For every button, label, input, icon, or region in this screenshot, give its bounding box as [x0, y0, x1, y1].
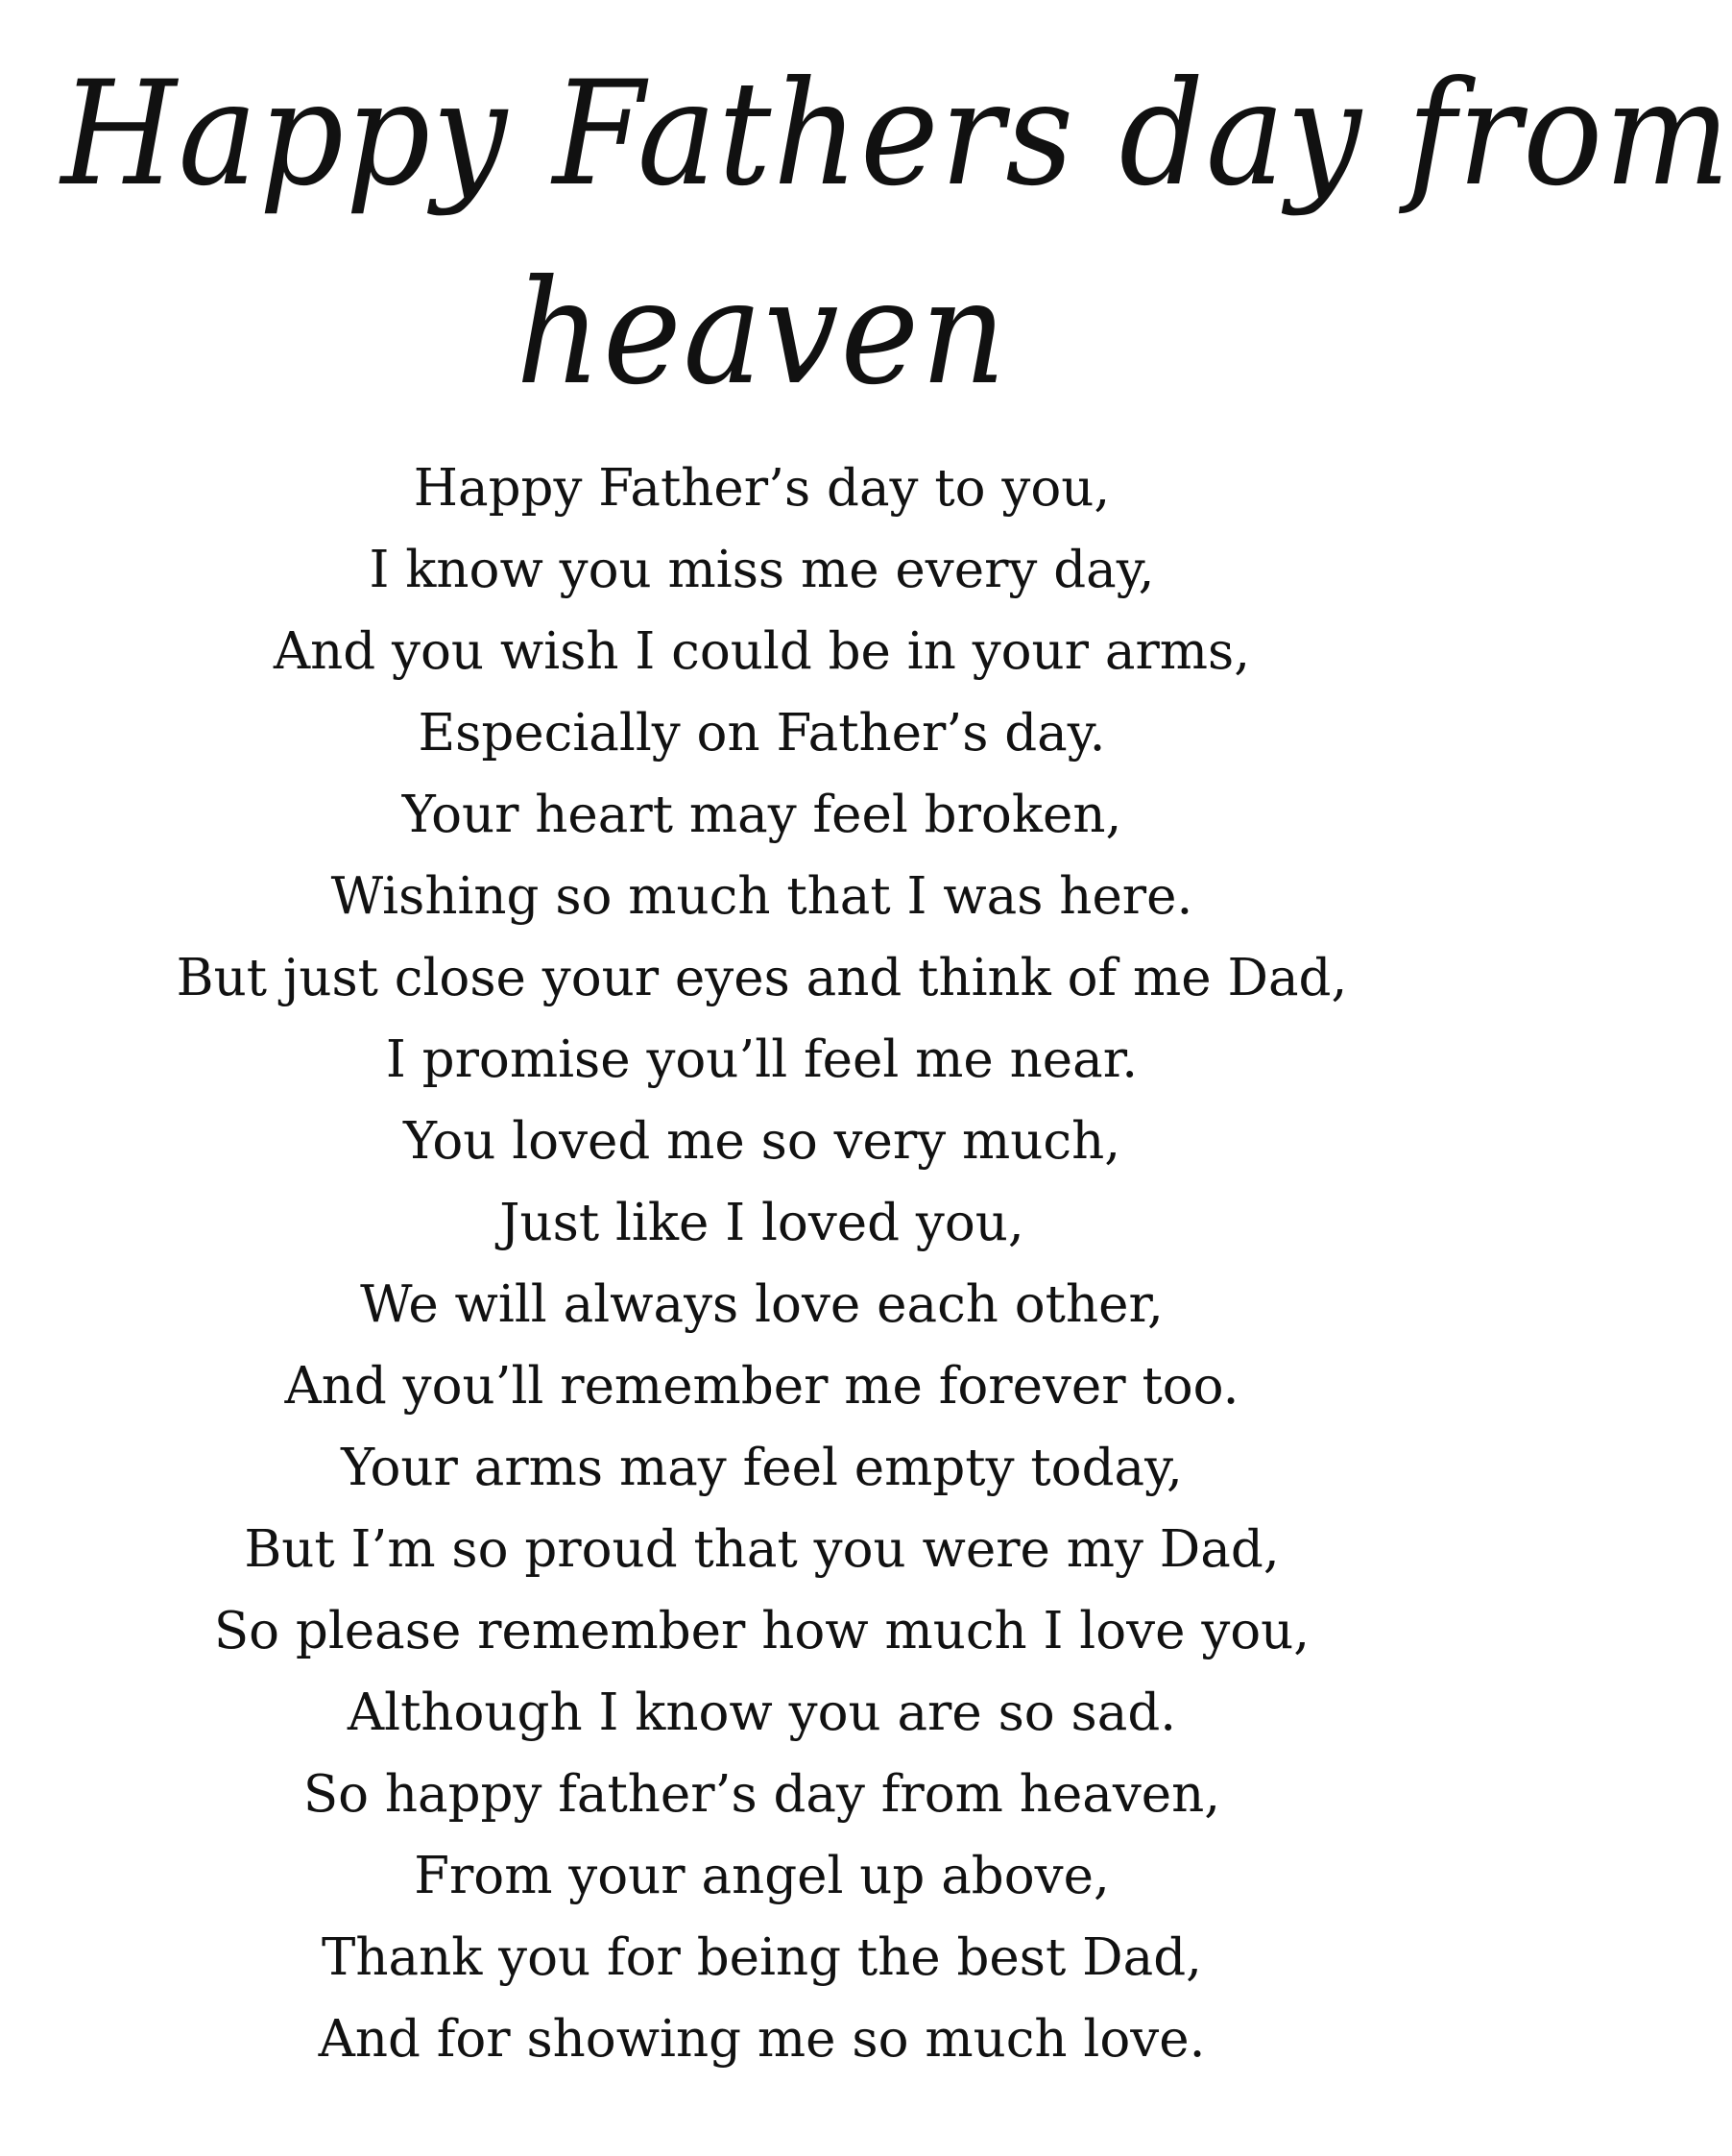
poem-line: So happy father’s day from heaven,	[302, 1765, 1221, 1824]
poem-line: We will always love each other,	[360, 1275, 1164, 1334]
poem-line: Your heart may feel broken,	[401, 786, 1122, 844]
poem-line: I promise you’ll feel me near.	[385, 1030, 1139, 1089]
poem-line: Wishing so much that I was here.	[330, 867, 1193, 926]
poem-line: From your angel up above,	[414, 1847, 1110, 1905]
poem-line: Although I know you are so sad.	[347, 1684, 1177, 1742]
poem-line: You loved me so very much,	[402, 1112, 1121, 1171]
poem-line: I know you miss me every day,	[369, 541, 1155, 599]
title-line-2: heaven	[516, 250, 1008, 417]
poem-line: But I’m so proud that you were my Dad,	[244, 1520, 1280, 1579]
poem-line: Especially on Father’s day.	[418, 704, 1106, 763]
poem-line: Thank you for being the best Dad,	[321, 1928, 1203, 1987]
poem-line: But just close your eyes and think of me Dad,	[176, 949, 1348, 1007]
poem-line: Your arms may feel empty today,	[341, 1439, 1183, 1497]
poem-line: And for showing me so much love.	[318, 2010, 1206, 2069]
poem-line: So please remember how much I love you,	[213, 1602, 1311, 1660]
poem-line: And you wish I could be in your arms,	[273, 622, 1251, 681]
poem-line: And you’ll remember me forever too.	[284, 1357, 1239, 1416]
title-line-1: Happy Fathers day from	[60, 51, 1732, 218]
poem-line: Just like I loved you,	[499, 1194, 1024, 1252]
poem-line: Happy Father’s day to you,	[413, 459, 1111, 518]
poem-body	[0, 448, 1524, 2080]
